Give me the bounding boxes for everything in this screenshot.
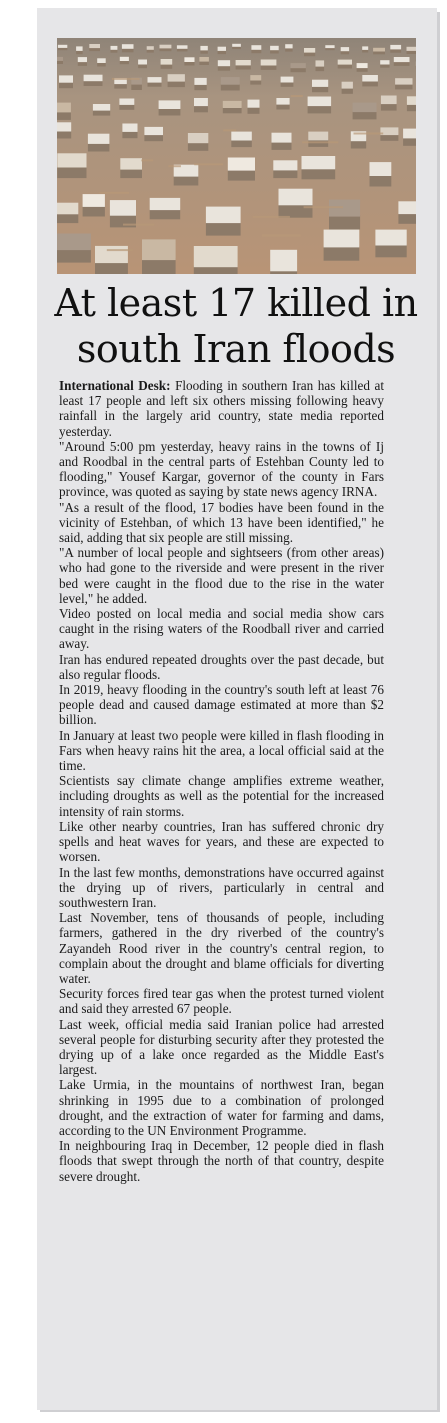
building-wall xyxy=(88,143,110,152)
paragraph: In 2019, heavy flooding in the country's south left at least 76 people dead and caused damage estimated at more than $2 billion. xyxy=(59,682,384,728)
building-roof xyxy=(316,60,325,66)
building-wall xyxy=(194,106,208,113)
building-wall xyxy=(218,51,226,55)
building-wall xyxy=(161,64,173,69)
building-wall xyxy=(276,104,289,110)
building-wall xyxy=(381,103,397,110)
building-roof xyxy=(184,57,194,62)
building-roof xyxy=(120,57,129,61)
building-roof xyxy=(200,46,207,51)
water-sheen xyxy=(354,133,384,135)
building-wall xyxy=(312,86,328,92)
building-roof xyxy=(161,59,173,65)
building-roof xyxy=(110,200,136,216)
building-roof xyxy=(57,153,86,167)
paragraph: Security forces fired tear gas when the protest turned violent and said they arrested 67 people. xyxy=(59,986,384,1017)
building-roof xyxy=(273,160,297,170)
building-roof xyxy=(312,80,328,87)
building-roof xyxy=(76,46,83,51)
building-wall xyxy=(281,82,294,87)
building-wall xyxy=(304,52,315,56)
building-roof xyxy=(97,58,106,63)
building-wall xyxy=(362,81,378,86)
building-roof xyxy=(407,96,416,105)
building-wall xyxy=(316,66,325,71)
building-roof xyxy=(78,57,87,62)
building-roof xyxy=(324,230,360,248)
water-sheen xyxy=(194,163,223,165)
building-wall xyxy=(200,50,207,54)
building-wall xyxy=(291,68,306,72)
building-roof xyxy=(236,60,251,65)
building-roof xyxy=(93,104,110,111)
building-wall xyxy=(362,50,368,53)
building-roof xyxy=(206,207,241,224)
building-roof xyxy=(159,100,181,109)
building-roof xyxy=(218,47,226,51)
building-wall xyxy=(168,81,185,87)
building-roof xyxy=(394,57,410,62)
building-wall xyxy=(375,244,406,257)
building-wall xyxy=(370,175,392,187)
building-roof xyxy=(150,198,181,210)
building-wall xyxy=(58,48,67,51)
building-roof xyxy=(291,63,306,68)
building-roof xyxy=(218,60,230,66)
building-wall xyxy=(160,48,172,51)
building-wall xyxy=(122,48,134,52)
building-roof xyxy=(250,75,261,80)
building-roof xyxy=(148,77,162,83)
building-wall xyxy=(144,134,163,141)
water-sheen xyxy=(291,95,303,97)
building-roof xyxy=(279,189,313,206)
building-wall xyxy=(218,66,230,71)
building-wall xyxy=(199,61,209,65)
building-wall xyxy=(228,170,255,181)
building-wall xyxy=(147,50,154,53)
building-roof xyxy=(381,96,397,105)
building-roof xyxy=(342,82,353,89)
building-roof xyxy=(88,134,110,144)
building-roof xyxy=(380,60,389,64)
building-wall xyxy=(341,51,349,54)
building-roof xyxy=(160,45,172,49)
building-roof xyxy=(122,44,134,49)
building-wall xyxy=(142,258,176,274)
building-roof xyxy=(177,45,188,49)
building-wall xyxy=(279,204,313,218)
building-wall xyxy=(57,213,78,223)
building-wall xyxy=(120,61,129,64)
building-wall xyxy=(353,111,377,119)
building-roof xyxy=(398,201,416,214)
building-wall xyxy=(120,169,142,179)
headline: At least 17 killed in south Iran floods xyxy=(54,281,418,371)
building-wall xyxy=(351,140,366,148)
building-wall xyxy=(138,64,147,68)
building-roof xyxy=(95,246,128,263)
building-roof xyxy=(223,101,242,108)
building-roof xyxy=(338,60,352,65)
building-roof xyxy=(57,103,71,113)
building-roof xyxy=(57,122,71,131)
building-roof xyxy=(251,45,261,50)
paragraph: In the last few months, demonstrations have occurred against the drying up of rivers, particularly in central and southwestern Iran. xyxy=(59,864,384,910)
building-wall xyxy=(57,249,91,263)
building-roof xyxy=(142,239,176,260)
paragraph: Lake Urmia, in the mountains of northwest Iran, began shrinking in 1995 due to a combination of prolonged drought, and the extraction of water for farming and dams, according to the UN Environment Programme. xyxy=(59,1077,384,1138)
building-wall xyxy=(150,209,181,219)
water-sheen xyxy=(302,141,338,143)
building-wall xyxy=(272,142,292,150)
building-wall xyxy=(250,80,261,85)
building-wall xyxy=(95,262,128,274)
building-roof xyxy=(138,60,147,65)
water-sheen xyxy=(169,165,181,167)
building-roof xyxy=(168,74,185,81)
building-wall xyxy=(380,64,389,68)
lead-paragraph xyxy=(59,378,384,439)
paragraph: Iran has endured repeated droughts over the past decade, but also regular floods. xyxy=(59,651,384,682)
building-roof xyxy=(353,103,377,113)
building-wall xyxy=(114,84,127,89)
building-wall xyxy=(89,48,100,51)
building-wall xyxy=(403,138,416,146)
building-wall xyxy=(83,206,105,217)
building-roof xyxy=(188,133,208,143)
building-roof xyxy=(407,47,417,51)
building-wall xyxy=(206,222,241,236)
building-wall xyxy=(308,105,332,113)
building-roof xyxy=(270,46,279,50)
building-roof xyxy=(119,99,134,105)
building-wall xyxy=(57,166,86,178)
water-sheen xyxy=(304,206,343,208)
building-roof xyxy=(59,75,73,82)
building-roof xyxy=(362,46,368,50)
building-roof xyxy=(302,156,336,169)
building-wall xyxy=(390,49,401,53)
water-sheen xyxy=(223,129,236,131)
building-wall xyxy=(407,51,417,54)
building-wall xyxy=(131,84,142,90)
building-roof xyxy=(276,98,289,105)
paragraph: In January at least two people were killed in flash flooding in Fars when heavy rains hit the area, a local official said at the time. xyxy=(59,727,384,774)
building-roof xyxy=(232,44,241,47)
building-wall xyxy=(338,64,352,68)
building-roof xyxy=(373,48,385,52)
building-wall xyxy=(97,63,106,67)
building-wall xyxy=(188,142,208,151)
building-roof xyxy=(111,46,118,50)
paragraph: Last week, official media said Iranian police had arrested several people for disturbing security after they protested the drying up of a lake once regarded as the Middle East's largest. xyxy=(59,1016,384,1078)
building-wall xyxy=(231,140,252,147)
building-wall xyxy=(122,131,137,138)
building-roof xyxy=(281,77,294,83)
flood-photo xyxy=(57,38,416,274)
building-roof xyxy=(304,48,315,53)
building-roof xyxy=(194,78,206,85)
article-body xyxy=(59,378,384,1184)
water-sheen xyxy=(141,159,153,161)
building-wall xyxy=(59,82,73,88)
building-wall xyxy=(232,47,241,50)
building-roof xyxy=(144,127,163,135)
building-wall xyxy=(174,176,199,186)
building-wall xyxy=(285,48,292,52)
building-roof xyxy=(231,132,252,141)
building-wall xyxy=(329,215,360,229)
building-roof xyxy=(228,158,255,171)
building-wall xyxy=(342,88,353,94)
building-wall xyxy=(302,168,336,179)
building-roof xyxy=(84,75,103,82)
building-wall xyxy=(78,62,87,66)
building-wall xyxy=(248,107,260,114)
building-roof xyxy=(270,250,297,271)
building-roof xyxy=(194,246,238,267)
building-wall xyxy=(394,62,410,66)
building-roof xyxy=(341,47,349,51)
building-roof xyxy=(57,57,63,61)
building-wall xyxy=(373,51,385,54)
paragraph: "As a result of the flood, 17 bodies have been found in the vicinity of Estehban, of which 13 have been identified," he said, adding that six people are still missing. xyxy=(59,499,384,546)
building-wall xyxy=(84,81,103,86)
building-wall xyxy=(194,84,206,90)
building-roof xyxy=(261,60,277,66)
building-roof xyxy=(308,132,328,141)
building-wall xyxy=(380,134,398,140)
building-wall xyxy=(177,49,188,52)
desk-label: International Desk: xyxy=(59,378,171,393)
building-roof xyxy=(89,44,100,48)
building-wall xyxy=(324,246,360,261)
building-wall xyxy=(270,50,279,54)
building-roof xyxy=(120,158,142,169)
paragraph: In neighbouring Iraq in December, 12 people died in flash floods that swept through the north of that country, despite severe drought. xyxy=(59,1138,384,1184)
building-roof xyxy=(194,98,208,106)
building-wall xyxy=(119,104,134,109)
building-wall xyxy=(76,51,83,55)
building-roof xyxy=(199,57,209,62)
paragraph: "Around 5:00 pm yesterday, heavy rains in the towns of Ij and Roodbal in the central parts of Estehban County led to flooding," Yousef Kargar, governor of the county in Fars province, was quoted as saying by state news agency IRNA. xyxy=(59,438,384,500)
building-roof xyxy=(58,45,67,48)
building-wall xyxy=(184,62,194,66)
building-roof xyxy=(325,45,334,48)
paragraph: Scientists say climate change amplifies extreme weather, including droughts as well as the potential for the increased intensity of rain storms. xyxy=(59,773,384,819)
building-wall xyxy=(57,61,63,64)
page-shadow-right xyxy=(437,12,440,1412)
building-roof xyxy=(248,100,260,108)
building-roof xyxy=(370,162,392,176)
building-roof xyxy=(308,97,332,107)
building-wall xyxy=(93,110,110,116)
building-wall xyxy=(357,68,368,72)
building-roof xyxy=(375,230,406,246)
building-wall xyxy=(273,170,297,179)
building-roof xyxy=(403,129,416,139)
building-roof xyxy=(390,45,401,50)
building-roof xyxy=(362,75,378,82)
building-wall xyxy=(325,48,334,50)
building-roof xyxy=(57,203,78,215)
water-sheen xyxy=(112,78,140,80)
building-roof xyxy=(357,63,368,68)
building-roof xyxy=(122,124,137,132)
building-roof xyxy=(221,77,240,85)
building-wall xyxy=(236,65,251,70)
building-wall xyxy=(261,65,277,70)
paragraph: Last November, tens of thousands of people, including farmers, gathered in the dry riverbed of the country's Zayandeh Rood river in the country's central region, to complain about the drought and blame officials for diverting water. xyxy=(59,910,384,986)
building-wall xyxy=(159,108,181,115)
building-roof xyxy=(147,46,154,50)
building-roof xyxy=(285,44,292,48)
paragraph: Like other nearby countries, Iran has suffered chronic dry spells and heat waves for years, and these are expected to worsen. xyxy=(59,818,384,865)
building-wall xyxy=(223,107,242,113)
building-wall xyxy=(407,104,416,111)
lead-text: Flooding in southern Iran has killed at least 17 people and left six others missing following heavy rainfall in the largely arid country, state media reported yesterday. xyxy=(59,378,384,439)
building-roof xyxy=(272,133,292,143)
building-wall xyxy=(57,131,71,139)
paragraph: "A number of local people and sightseers (from other areas) who had gone to the riverside and were present in the river bed were caught in the flood due to the rise in the water level," he added. xyxy=(59,545,384,606)
building-wall xyxy=(251,49,261,53)
water-sheen xyxy=(107,249,133,251)
water-sheen xyxy=(253,216,290,218)
building-wall xyxy=(57,112,71,120)
water-sheen xyxy=(262,235,301,237)
paragraph: Video posted on local media and social media show cars caught in the rising waters of the Roodball river and carried away. xyxy=(59,606,384,652)
building-wall xyxy=(111,50,118,53)
water-sheen xyxy=(100,192,130,194)
building-roof xyxy=(57,234,91,251)
building-roof xyxy=(83,194,105,207)
building-wall xyxy=(148,82,162,87)
water-sheen xyxy=(123,224,154,226)
building-wall xyxy=(398,213,416,224)
building-wall xyxy=(395,84,412,89)
building-wall xyxy=(221,84,240,90)
building-roof xyxy=(395,78,412,84)
